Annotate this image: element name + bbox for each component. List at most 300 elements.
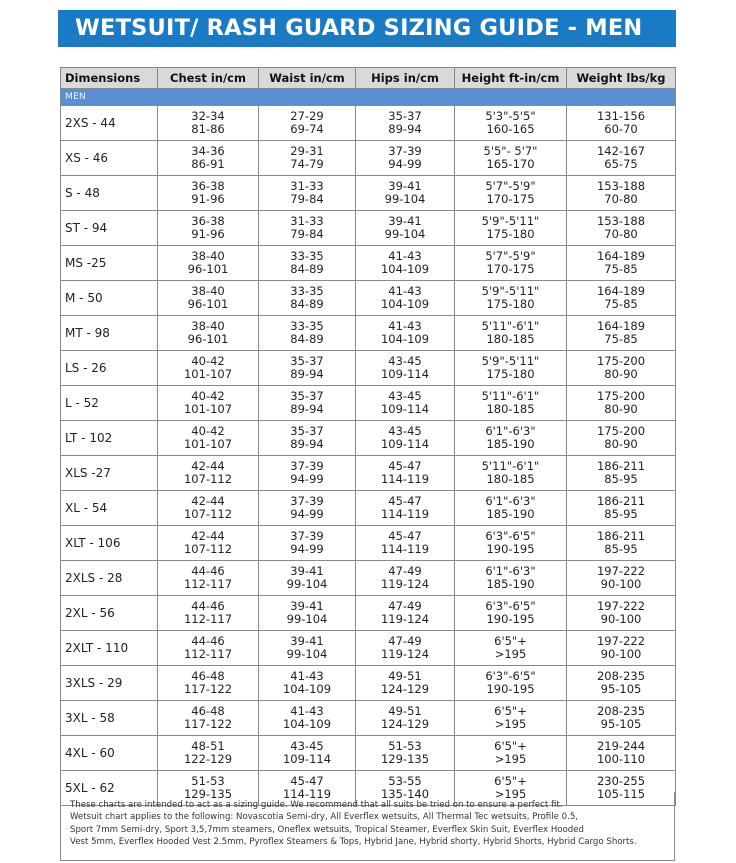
waist-cell bbox=[259, 281, 356, 316]
hips-cell bbox=[356, 246, 455, 281]
height-imperial-value: 5'9"-5'11" bbox=[481, 284, 540, 298]
height-imperial-value: 5'7"-5'9" bbox=[485, 249, 536, 263]
table-row bbox=[61, 141, 676, 176]
height-imperial-value: 5'5"- 5'7" bbox=[483, 144, 538, 158]
chest-imperial-value: 34-36 bbox=[191, 144, 225, 158]
chest-imperial-value: 40-42 bbox=[191, 389, 225, 403]
waist-metric-value: 94-99 bbox=[290, 472, 324, 486]
weight-metric-value: 85-95 bbox=[604, 542, 638, 556]
waist-cell bbox=[259, 106, 356, 141]
hips-cell bbox=[356, 491, 455, 526]
weight-cell bbox=[567, 421, 676, 456]
weight-metric-value: 75-85 bbox=[604, 332, 638, 346]
table-row bbox=[61, 456, 676, 491]
chest-imperial-value: 40-42 bbox=[191, 424, 225, 438]
weight-metric-value: 90-100 bbox=[600, 577, 642, 591]
table-row bbox=[61, 596, 676, 631]
hips-metric-value: 104-109 bbox=[380, 297, 430, 311]
hips-cell bbox=[356, 386, 455, 421]
height-metric-value: 190-195 bbox=[486, 542, 535, 556]
weight-metric-value: 80-90 bbox=[604, 437, 638, 451]
hips-metric-value: 109-114 bbox=[380, 367, 430, 381]
height-imperial-value: 5'11"-6'1" bbox=[481, 459, 540, 473]
height-metric-value: >195 bbox=[494, 787, 527, 801]
weight-cell bbox=[567, 701, 676, 736]
height-imperial-value: 6'1"-6'3" bbox=[485, 494, 536, 508]
header-waist: Waist in/cm bbox=[259, 68, 356, 89]
height-imperial-value: 5'11"-6'1" bbox=[481, 389, 540, 403]
weight-metric-value: 95-105 bbox=[600, 717, 642, 731]
size-label: M - 50 bbox=[61, 281, 158, 316]
sizing-table bbox=[60, 67, 676, 806]
waist-cell bbox=[259, 666, 356, 701]
height-cell bbox=[455, 141, 567, 176]
chest-cell bbox=[158, 421, 259, 456]
waist-cell bbox=[259, 596, 356, 631]
waist-metric-value: 94-99 bbox=[290, 507, 324, 521]
height-metric-value: 190-195 bbox=[486, 682, 535, 696]
hips-imperial-value: 41-43 bbox=[388, 284, 422, 298]
weight-cell bbox=[567, 491, 676, 526]
chest-cell bbox=[158, 491, 259, 526]
hips-imperial-value: 41-43 bbox=[388, 249, 422, 263]
waist-imperial-value: 35-37 bbox=[290, 389, 324, 403]
weight-cell bbox=[567, 526, 676, 561]
weight-metric-value: 75-85 bbox=[604, 297, 638, 311]
height-cell bbox=[455, 176, 567, 211]
chest-metric-value: 112-117 bbox=[183, 577, 233, 591]
chest-imperial-value: 46-48 bbox=[191, 704, 225, 718]
waist-metric-value: 109-114 bbox=[282, 752, 332, 766]
size-label: L - 52 bbox=[61, 386, 158, 421]
height-imperial-value: 6'1"-6'3" bbox=[485, 424, 536, 438]
size-label: XS - 46 bbox=[61, 141, 158, 176]
size-label: MT - 98 bbox=[61, 316, 158, 351]
height-cell bbox=[455, 701, 567, 736]
weight-imperial-value: 186-211 bbox=[596, 494, 646, 508]
height-metric-value: >195 bbox=[494, 752, 527, 766]
weight-metric-value: 105-115 bbox=[596, 787, 646, 801]
chest-metric-value: 91-96 bbox=[191, 227, 225, 241]
size-label: 2XLT - 110 bbox=[61, 631, 158, 666]
note-line: These charts are intended to act as a sizing guide. We recommend that all suits be tried on to ensure a perfect fit. bbox=[70, 800, 563, 810]
weight-metric-value: 90-100 bbox=[600, 612, 642, 626]
hips-metric-value: 109-114 bbox=[380, 402, 430, 416]
height-imperial-value: 6'3"-6'5" bbox=[485, 599, 536, 613]
weight-imperial-value: 175-200 bbox=[596, 424, 646, 438]
waist-metric-value: 99-104 bbox=[286, 612, 328, 626]
weight-imperial-value: 131-156 bbox=[596, 109, 646, 123]
waist-cell bbox=[259, 491, 356, 526]
weight-imperial-value: 219-244 bbox=[596, 739, 646, 753]
chest-metric-value: 112-117 bbox=[183, 612, 233, 626]
height-metric-value: 180-185 bbox=[486, 332, 535, 346]
height-cell bbox=[455, 456, 567, 491]
chest-imperial-value: 44-46 bbox=[191, 599, 225, 613]
height-imperial-value: 5'3"-5'5" bbox=[485, 109, 536, 123]
hips-metric-value: 99-104 bbox=[384, 192, 426, 206]
chest-cell bbox=[158, 736, 259, 771]
chest-imperial-value: 51-53 bbox=[191, 774, 225, 788]
chest-imperial-value: 36-38 bbox=[191, 179, 225, 193]
height-cell bbox=[455, 631, 567, 666]
height-imperial-value: 6'3"-6'5" bbox=[485, 669, 536, 683]
chest-imperial-value: 36-38 bbox=[191, 214, 225, 228]
hips-imperial-value: 53-55 bbox=[388, 774, 422, 788]
weight-cell bbox=[567, 141, 676, 176]
waist-cell bbox=[259, 316, 356, 351]
height-cell bbox=[455, 561, 567, 596]
chest-metric-value: 122-129 bbox=[183, 752, 233, 766]
chest-metric-value: 96-101 bbox=[187, 262, 229, 276]
chest-cell bbox=[158, 526, 259, 561]
hips-imperial-value: 45-47 bbox=[388, 494, 422, 508]
waist-imperial-value: 45-47 bbox=[290, 774, 324, 788]
hips-cell bbox=[356, 561, 455, 596]
weight-cell bbox=[567, 386, 676, 421]
height-metric-value: >195 bbox=[494, 647, 527, 661]
hips-cell bbox=[356, 421, 455, 456]
chest-metric-value: 107-112 bbox=[183, 472, 233, 486]
chest-cell bbox=[158, 246, 259, 281]
table-row bbox=[61, 561, 676, 596]
size-label: 2XL - 56 bbox=[61, 596, 158, 631]
weight-metric-value: 65-75 bbox=[604, 157, 638, 171]
weight-cell bbox=[567, 736, 676, 771]
chest-imperial-value: 44-46 bbox=[191, 564, 225, 578]
waist-metric-value: 84-89 bbox=[290, 262, 324, 276]
hips-imperial-value: 51-53 bbox=[388, 739, 422, 753]
weight-metric-value: 95-105 bbox=[600, 682, 642, 696]
hips-cell bbox=[356, 596, 455, 631]
header-weight: Weight lbs/kg bbox=[567, 68, 676, 89]
table-row bbox=[61, 736, 676, 771]
height-cell bbox=[455, 596, 567, 631]
height-imperial-value: 6'5"+ bbox=[494, 704, 527, 718]
chest-cell bbox=[158, 631, 259, 666]
waist-imperial-value: 41-43 bbox=[290, 704, 324, 718]
waist-imperial-value: 39-41 bbox=[290, 634, 324, 648]
weight-metric-value: 70-80 bbox=[604, 227, 638, 241]
waist-cell bbox=[259, 211, 356, 246]
height-metric-value: 190-195 bbox=[486, 612, 535, 626]
height-metric-value: 185-190 bbox=[486, 437, 535, 451]
chest-cell bbox=[158, 106, 259, 141]
waist-imperial-value: 33-35 bbox=[290, 249, 324, 263]
waist-imperial-value: 41-43 bbox=[290, 669, 324, 683]
table-row bbox=[61, 211, 676, 246]
table-row bbox=[61, 246, 676, 281]
weight-imperial-value: 186-211 bbox=[596, 529, 646, 543]
note-line: Vest 5mm, Everflex Hooded Vest 2.5mm, Pyroflex Steamers & Tops, Hybrid Jane, Hybrid shorty, Hybrid Shorts, Hybrid Cargo Shorts. bbox=[70, 836, 637, 847]
hips-metric-value: 129-135 bbox=[380, 752, 430, 766]
height-metric-value: 170-175 bbox=[486, 192, 535, 206]
chest-metric-value: 107-112 bbox=[183, 542, 233, 556]
hips-metric-value: 124-129 bbox=[380, 682, 430, 696]
hips-imperial-value: 35-37 bbox=[388, 109, 422, 123]
weight-imperial-value: 197-222 bbox=[596, 564, 646, 578]
height-metric-value: 185-190 bbox=[486, 577, 535, 591]
waist-imperial-value: 27-29 bbox=[290, 109, 324, 123]
waist-imperial-value: 31-33 bbox=[290, 214, 324, 228]
size-label: 2XLS - 28 bbox=[61, 561, 158, 596]
hips-cell bbox=[356, 666, 455, 701]
size-label: ST - 94 bbox=[61, 211, 158, 246]
hips-metric-value: 135-140 bbox=[380, 787, 430, 801]
hips-metric-value: 114-119 bbox=[380, 542, 430, 556]
weight-imperial-value: 197-222 bbox=[596, 634, 646, 648]
table-row bbox=[61, 421, 676, 456]
table-row bbox=[61, 491, 676, 526]
weight-metric-value: 90-100 bbox=[600, 647, 642, 661]
header-row bbox=[61, 68, 676, 89]
chest-metric-value: 101-107 bbox=[183, 367, 233, 381]
height-cell bbox=[455, 281, 567, 316]
table-row bbox=[61, 666, 676, 701]
hips-imperial-value: 47-49 bbox=[388, 634, 422, 648]
weight-imperial-value: 142-167 bbox=[596, 144, 646, 158]
size-label: XLT - 106 bbox=[61, 526, 158, 561]
weight-imperial-value: 186-211 bbox=[596, 459, 646, 473]
waist-cell bbox=[259, 141, 356, 176]
waist-imperial-value: 29-31 bbox=[290, 144, 324, 158]
size-label: 3XLS - 29 bbox=[61, 666, 158, 701]
table-row bbox=[61, 386, 676, 421]
notes-box bbox=[60, 792, 675, 861]
hips-metric-value: 89-94 bbox=[388, 122, 422, 136]
hips-metric-value: 119-124 bbox=[380, 577, 430, 591]
weight-cell bbox=[567, 351, 676, 386]
chest-metric-value: 129-135 bbox=[183, 787, 233, 801]
height-cell bbox=[455, 526, 567, 561]
height-imperial-value: 5'7"-5'9" bbox=[485, 179, 536, 193]
header-hips: Hips in/cm bbox=[356, 68, 455, 89]
height-imperial-value: 5'9"-5'11" bbox=[481, 214, 540, 228]
page-title: WETSUIT/ RASH GUARD SIZING GUIDE - MEN bbox=[58, 10, 676, 47]
hips-imperial-value: 43-45 bbox=[388, 389, 422, 403]
height-imperial-value: 5'9"-5'11" bbox=[481, 354, 540, 368]
size-label: S - 48 bbox=[61, 176, 158, 211]
waist-metric-value: 104-109 bbox=[282, 717, 332, 731]
table-row bbox=[61, 701, 676, 736]
weight-metric-value: 60-70 bbox=[604, 122, 638, 136]
waist-cell bbox=[259, 456, 356, 491]
chest-metric-value: 96-101 bbox=[187, 332, 229, 346]
waist-metric-value: 89-94 bbox=[290, 402, 324, 416]
weight-cell bbox=[567, 281, 676, 316]
size-label: LT - 102 bbox=[61, 421, 158, 456]
weight-metric-value: 80-90 bbox=[604, 402, 638, 416]
waist-metric-value: 99-104 bbox=[286, 647, 328, 661]
waist-cell bbox=[259, 246, 356, 281]
height-imperial-value: 5'11"-6'1" bbox=[481, 319, 540, 333]
weight-metric-value: 75-85 bbox=[604, 262, 638, 276]
waist-imperial-value: 37-39 bbox=[290, 459, 324, 473]
weight-imperial-value: 175-200 bbox=[596, 354, 646, 368]
hips-metric-value: 119-124 bbox=[380, 647, 430, 661]
chest-cell bbox=[158, 211, 259, 246]
chest-cell bbox=[158, 141, 259, 176]
chest-cell bbox=[158, 386, 259, 421]
waist-metric-value: 84-89 bbox=[290, 297, 324, 311]
height-imperial-value: 6'5"+ bbox=[494, 634, 527, 648]
chest-imperial-value: 48-51 bbox=[191, 739, 225, 753]
group-label: MEN bbox=[61, 89, 676, 106]
hips-imperial-value: 39-41 bbox=[388, 214, 422, 228]
chest-metric-value: 101-107 bbox=[183, 402, 233, 416]
waist-metric-value: 79-84 bbox=[290, 192, 324, 206]
chest-metric-value: 96-101 bbox=[187, 297, 229, 311]
hips-metric-value: 119-124 bbox=[380, 612, 430, 626]
waist-cell bbox=[259, 526, 356, 561]
waist-imperial-value: 31-33 bbox=[290, 179, 324, 193]
waist-cell bbox=[259, 421, 356, 456]
size-label: 5XL - 62 bbox=[61, 771, 158, 806]
height-cell bbox=[455, 106, 567, 141]
weight-imperial-value: 208-235 bbox=[596, 704, 646, 718]
hips-metric-value: 114-119 bbox=[380, 507, 430, 521]
chest-imperial-value: 38-40 bbox=[191, 319, 225, 333]
waist-metric-value: 99-104 bbox=[286, 577, 328, 591]
hips-cell bbox=[356, 351, 455, 386]
hips-cell bbox=[356, 281, 455, 316]
weight-metric-value: 100-110 bbox=[596, 752, 646, 766]
waist-imperial-value: 37-39 bbox=[290, 529, 324, 543]
hips-metric-value: 94-99 bbox=[388, 157, 422, 171]
chest-metric-value: 101-107 bbox=[183, 437, 233, 451]
height-imperial-value: 6'3"-6'5" bbox=[485, 529, 536, 543]
chest-imperial-value: 32-34 bbox=[191, 109, 225, 123]
chest-cell bbox=[158, 701, 259, 736]
size-label: MS -25 bbox=[61, 246, 158, 281]
weight-metric-value: 70-80 bbox=[604, 192, 638, 206]
weight-imperial-value: 153-188 bbox=[596, 214, 646, 228]
table-row bbox=[61, 631, 676, 666]
hips-cell bbox=[356, 106, 455, 141]
waist-imperial-value: 39-41 bbox=[290, 599, 324, 613]
hips-metric-value: 124-129 bbox=[380, 717, 430, 731]
weight-cell bbox=[567, 456, 676, 491]
hips-imperial-value: 43-45 bbox=[388, 354, 422, 368]
weight-cell bbox=[567, 596, 676, 631]
hips-cell bbox=[356, 141, 455, 176]
height-imperial-value: 6'5"+ bbox=[494, 774, 527, 788]
hips-cell bbox=[356, 736, 455, 771]
waist-imperial-value: 37-39 bbox=[290, 494, 324, 508]
height-cell bbox=[455, 736, 567, 771]
waist-imperial-value: 33-35 bbox=[290, 284, 324, 298]
weight-cell bbox=[567, 316, 676, 351]
hips-cell bbox=[356, 176, 455, 211]
chest-imperial-value: 40-42 bbox=[191, 354, 225, 368]
table-row bbox=[61, 316, 676, 351]
height-cell bbox=[455, 666, 567, 701]
waist-cell bbox=[259, 351, 356, 386]
height-cell bbox=[455, 246, 567, 281]
weight-imperial-value: 197-222 bbox=[596, 599, 646, 613]
weight-imperial-value: 164-189 bbox=[596, 319, 646, 333]
waist-imperial-value: 33-35 bbox=[290, 319, 324, 333]
table-row bbox=[61, 526, 676, 561]
weight-imperial-value: 164-189 bbox=[596, 249, 646, 263]
waist-cell bbox=[259, 631, 356, 666]
hips-cell bbox=[356, 631, 455, 666]
weight-cell bbox=[567, 561, 676, 596]
chest-metric-value: 81-86 bbox=[191, 122, 225, 136]
waist-cell bbox=[259, 736, 356, 771]
waist-metric-value: 84-89 bbox=[290, 332, 324, 346]
weight-imperial-value: 153-188 bbox=[596, 179, 646, 193]
chest-imperial-value: 44-46 bbox=[191, 634, 225, 648]
weight-cell bbox=[567, 666, 676, 701]
chest-metric-value: 86-91 bbox=[191, 157, 225, 171]
waist-metric-value: 89-94 bbox=[290, 367, 324, 381]
height-metric-value: 185-190 bbox=[486, 507, 535, 521]
hips-metric-value: 114-119 bbox=[380, 472, 430, 486]
size-label: 2XS - 44 bbox=[61, 106, 158, 141]
chest-metric-value: 117-122 bbox=[183, 717, 233, 731]
waist-metric-value: 94-99 bbox=[290, 542, 324, 556]
weight-metric-value: 85-95 bbox=[604, 472, 638, 486]
height-metric-value: 170-175 bbox=[486, 262, 535, 276]
weight-metric-value: 85-95 bbox=[604, 507, 638, 521]
height-metric-value: 180-185 bbox=[486, 472, 535, 486]
header-height: Height ft-in/cm bbox=[455, 68, 567, 89]
hips-cell bbox=[356, 316, 455, 351]
waist-cell bbox=[259, 176, 356, 211]
waist-metric-value: 104-109 bbox=[282, 682, 332, 696]
chest-metric-value: 107-112 bbox=[183, 507, 233, 521]
table-row bbox=[61, 281, 676, 316]
hips-imperial-value: 41-43 bbox=[388, 319, 422, 333]
chest-imperial-value: 38-40 bbox=[191, 249, 225, 263]
hips-imperial-value: 39-41 bbox=[388, 179, 422, 193]
table-row bbox=[61, 106, 676, 141]
weight-imperial-value: 164-189 bbox=[596, 284, 646, 298]
height-imperial-value: 6'1"-6'3" bbox=[485, 564, 536, 578]
hips-imperial-value: 37-39 bbox=[388, 144, 422, 158]
chest-imperial-value: 42-44 bbox=[191, 494, 225, 508]
hips-imperial-value: 45-47 bbox=[388, 529, 422, 543]
waist-metric-value: 74-79 bbox=[290, 157, 324, 171]
hips-cell bbox=[356, 526, 455, 561]
height-metric-value: >195 bbox=[494, 717, 527, 731]
height-imperial-value: 6'5"+ bbox=[494, 739, 527, 753]
note-line: Wetsuit chart applies to the following: Novascotia Semi-dry, All Everflex wetsuits, All Thermal Tec wetsuits, Profile 0.5, bbox=[70, 812, 579, 823]
waist-cell bbox=[259, 561, 356, 596]
waist-imperial-value: 43-45 bbox=[290, 739, 324, 753]
hips-metric-value: 104-109 bbox=[380, 262, 430, 276]
chest-imperial-value: 46-48 bbox=[191, 669, 225, 683]
height-cell bbox=[455, 211, 567, 246]
hips-imperial-value: 49-51 bbox=[388, 704, 422, 718]
weight-cell bbox=[567, 211, 676, 246]
chest-imperial-value: 38-40 bbox=[191, 284, 225, 298]
hips-metric-value: 99-104 bbox=[384, 227, 426, 241]
waist-metric-value: 89-94 bbox=[290, 437, 324, 451]
size-label: XL - 54 bbox=[61, 491, 158, 526]
hips-imperial-value: 47-49 bbox=[388, 599, 422, 613]
chest-metric-value: 117-122 bbox=[183, 682, 233, 696]
weight-cell bbox=[567, 176, 676, 211]
height-cell bbox=[455, 421, 567, 456]
weight-cell bbox=[567, 106, 676, 141]
height-cell bbox=[455, 316, 567, 351]
weight-metric-value: 80-90 bbox=[604, 367, 638, 381]
size-label: 4XL - 60 bbox=[61, 736, 158, 771]
weight-imperial-value: 208-235 bbox=[596, 669, 646, 683]
weight-imperial-value: 230-255 bbox=[596, 774, 646, 788]
